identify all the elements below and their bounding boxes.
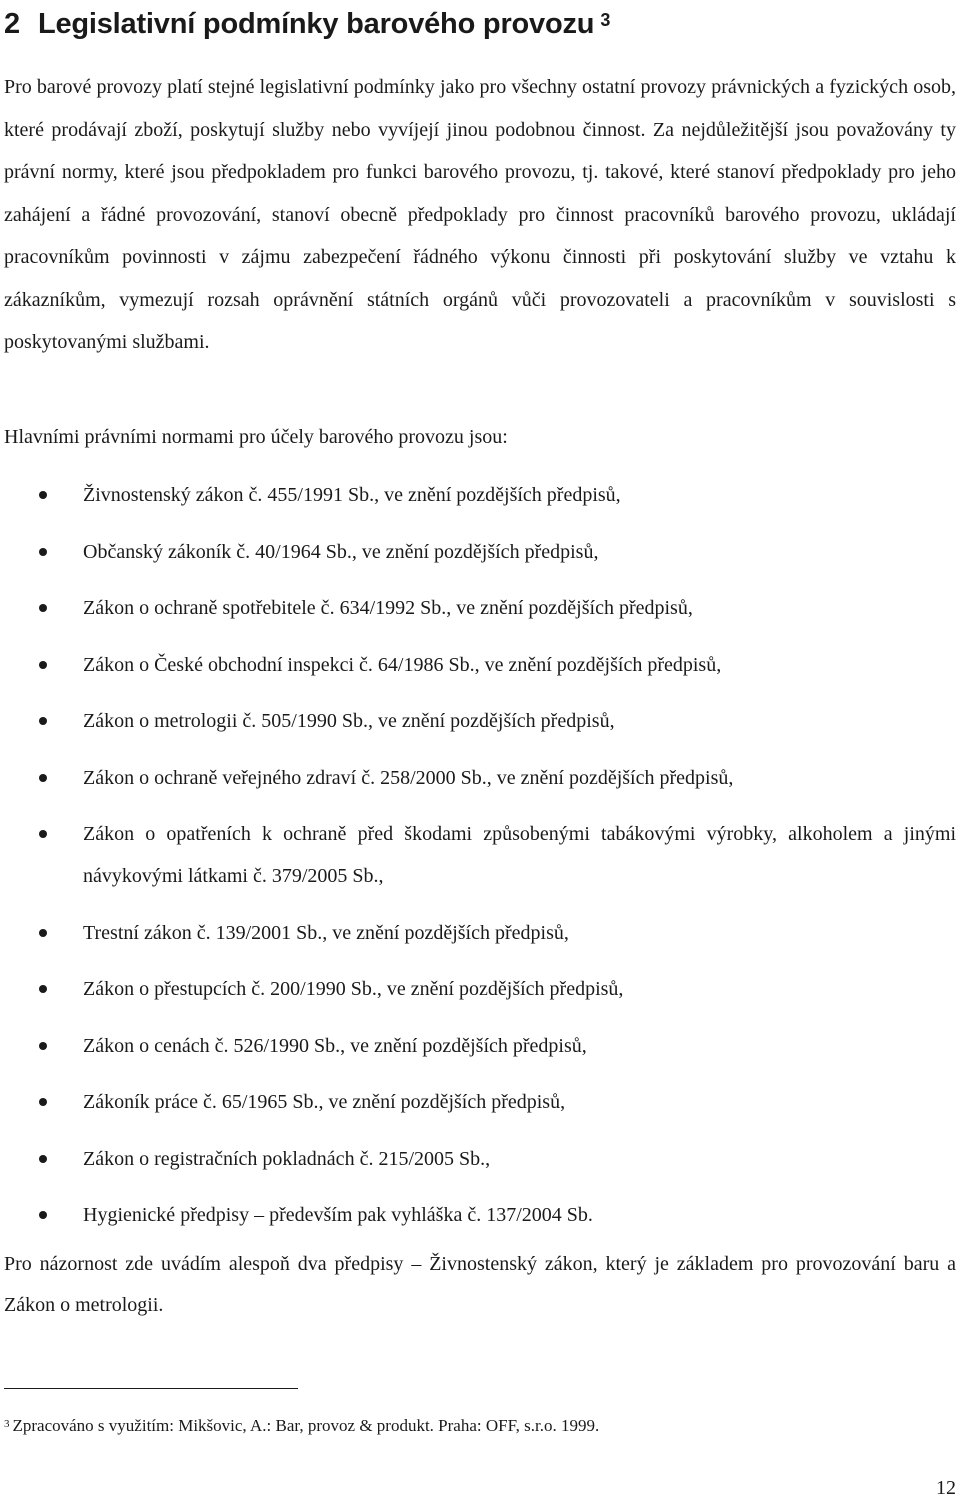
list-item-text: Zákon o přestupcích č. 200/1990 Sb., ve znění pozdějších předpisů, (83, 978, 624, 1000)
list-item-text: Občanský zákoník č. 40/1964 Sb., ve znění pozdějších předpisů, (83, 540, 599, 563)
list-item-text: Zákon o ochraně spotřebitele č. 634/1992 Sb., ve znění pozdějších předpisů, (83, 597, 693, 619)
footnote-text: Zpracováno s využitím: Mikšovic, A.: Bar, provoz & produkt. Praha: OFF, s.r.o. 1999. (12, 1416, 600, 1435)
list-item-text: Hygienické předpisy – především pak vyhláška č. 137/2004 Sb. (83, 1204, 593, 1226)
list-item-text: Zákon o opatřeních k ochraně před škodami způsobenými tabákovými výrobky, alkoholem a jinými návykovými látkami č. 379/2005 Sb., (83, 823, 956, 887)
list-item (0, 474, 960, 516)
list-item (0, 644, 960, 686)
section-heading (4, 2, 610, 46)
list-item (0, 912, 960, 954)
bullet-icon (39, 830, 47, 838)
bullet-icon (39, 774, 47, 782)
bullet-icon (39, 1042, 47, 1050)
list-item (0, 1138, 960, 1180)
bullet-icon (39, 1211, 47, 1219)
list-item (0, 757, 960, 799)
list-item (0, 1081, 960, 1123)
footnote-reference[interactable]: 3 (600, 10, 611, 30)
laws-list (0, 474, 960, 1251)
bullet-icon (39, 717, 47, 725)
list-item (0, 1025, 960, 1067)
list-item-text: Zákon o cenách č. 526/1990 Sb., ve znění pozdějších předpisů, (83, 1034, 587, 1057)
list-item (0, 700, 960, 742)
bullet-icon (39, 491, 47, 499)
bullet-icon (39, 985, 47, 993)
page-number: 12 (936, 1477, 956, 1499)
bullet-icon (39, 929, 47, 937)
bullet-icon (39, 1098, 47, 1106)
closing-paragraph: Pro názornost zde uvádím alespoň dva předpisy – Živnostenský zákon, který je základem pro provozování baru a Zákon o metrologii. (4, 1253, 956, 1316)
list-item-text: Zákon o České obchodní inspekci č. 64/1986 Sb., ve znění pozdějších předpisů, (83, 653, 722, 676)
section-number: 2 (4, 8, 20, 40)
list-item (0, 531, 960, 573)
footnote (4, 1414, 599, 1438)
section-title: Legislativní podmínky barového provozu (37, 8, 595, 40)
list-item-text: Zákon o metrologii č. 505/1990 Sb., ve znění pozdějších předpisů, (83, 710, 615, 732)
list-item-text: Trestní zákon č. 139/2001 Sb., ve znění pozdějších předpisů, (83, 921, 569, 944)
bullet-icon (39, 604, 47, 612)
list-item-text: Zákon o registračních pokladnách č. 215/2005 Sb., (83, 1147, 491, 1170)
list-item-text: Zákoník práce č. 65/1965 Sb., ve znění pozdějších předpisů, (83, 1091, 566, 1113)
footnote-divider (4, 1388, 298, 1389)
list-item (0, 1194, 960, 1236)
bullet-icon (39, 548, 47, 556)
intro-paragraph: Pro barové provozy platí stejné legislativní podmínky jako pro všechny ostatní provozy právnických a fyzických osob, které prodávají zboží, poskytují služby nebo vyvíjejí jinou podobnou činnost. Za nejdůležitější jsou považovány ty právní normy, které jsou předpokladem pro funkci barového provozu, tj. takové, které stanoví předpoklady pro jeho zahájení a řádné provozování, stanoví obecně předpoklady pro činnost pracovníků barového provozu, ukládají pracovníkům povinnosti v zájmu zabezpečení řádného výkonu činnosti při poskytování služby ve vztahu k zákazníkům, vymezují rozsah oprávnění státních orgánů vůči provozovateli a pracovníkům v souvislosti s poskytovanými službami. (4, 76, 956, 353)
bullet-icon (39, 661, 47, 669)
list-item-text: Živnostenský zákon č. 455/1991 Sb., ve znění pozdějších předpisů, (83, 484, 621, 506)
list-item (0, 587, 960, 629)
list-intro-paragraph: Hlavními právními normami pro účely barového provozu jsou: (4, 426, 508, 448)
footnote-mark: 3 (4, 1418, 10, 1430)
list-item-text: Zákon o ochraně veřejného zdraví č. 258/2000 Sb., ve znění pozdějších předpisů, (83, 766, 734, 789)
list-item (0, 813, 960, 897)
bullet-icon (39, 1155, 47, 1163)
list-item (0, 968, 960, 1010)
